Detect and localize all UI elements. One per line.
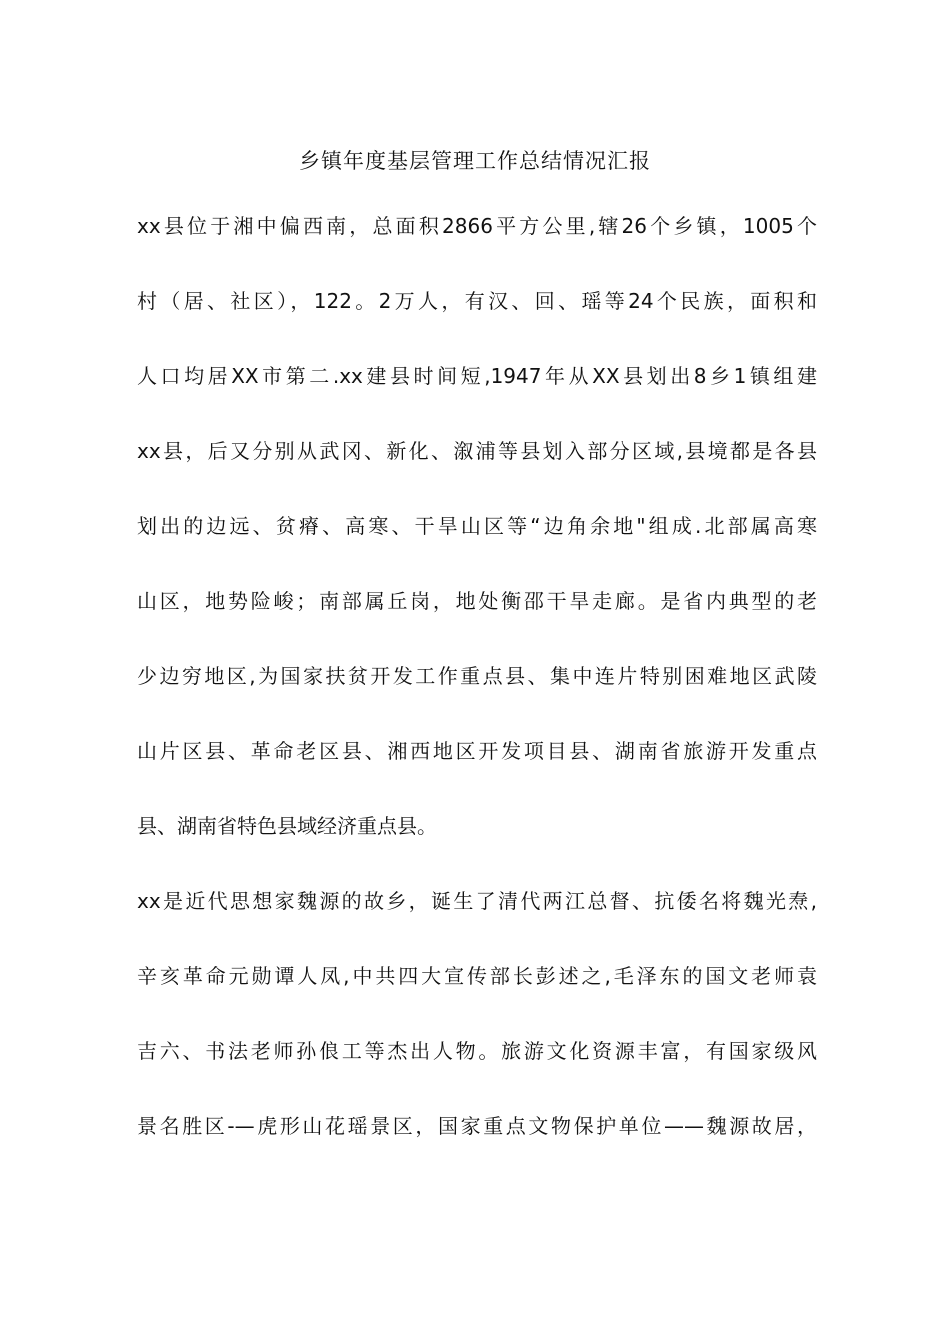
paragraph-2-line-4: 景名胜区-—虎形山花瑶景区，国家重点文物保护单位——魏源故居，: [137, 1114, 817, 1138]
paragraph-1-line-6: 山区，地势险峻；南部属丘岗，地处衡邵干旱走廊。是省内典型的老: [137, 589, 817, 613]
paragraph-2-line-3: 吉六、书法老师孙俍工等杰出人物。旅游文化资源丰富，有国家级风: [137, 1039, 817, 1063]
document-title: 乡镇年度基层管理工作总结情况汇报: [299, 149, 651, 173]
paragraph-2-line-2: 辛亥革命元勋谭人凤,中共四大宣传部长彭述之,毛泽东的国文老师袁: [137, 964, 817, 988]
paragraph-1-line-9: 县、湖南省特色县域经济重点县。: [137, 814, 437, 838]
paragraph-1-line-1: xx县位于湘中偏西南，总面积2866平方公里,辖26个乡镇，1005个: [137, 214, 817, 238]
paragraph-1-line-4: xx县，后又分别从武冈、新化、溆浦等县划入部分区域,县境都是各县: [137, 439, 817, 463]
paragraph-1-line-2: 村（居、社区），122。2万人，有汉、回、瑶等24个民族，面积和: [137, 289, 817, 313]
paragraph-2-line-1: xx是近代思想家魏源的故乡，诞生了清代两江总督、抗倭名将魏光焘,: [137, 889, 817, 913]
paragraph-1-line-5: 划出的边远、贫瘠、高寒、干旱山区等“边角余地"组成.北部属高寒: [137, 514, 817, 538]
paragraph-1-line-8: 山片区县、革命老区县、湘西地区开发项目县、湖南省旅游开发重点: [137, 739, 817, 763]
paragraph-1-line-7: 少边穷地区,为国家扶贫开发工作重点县、集中连片特别困难地区武陵: [137, 664, 817, 688]
paragraph-1-line-3: 人口均居XX市第二.xx建县时间短,1947年从XX县划出8乡1镇组建: [137, 364, 817, 388]
